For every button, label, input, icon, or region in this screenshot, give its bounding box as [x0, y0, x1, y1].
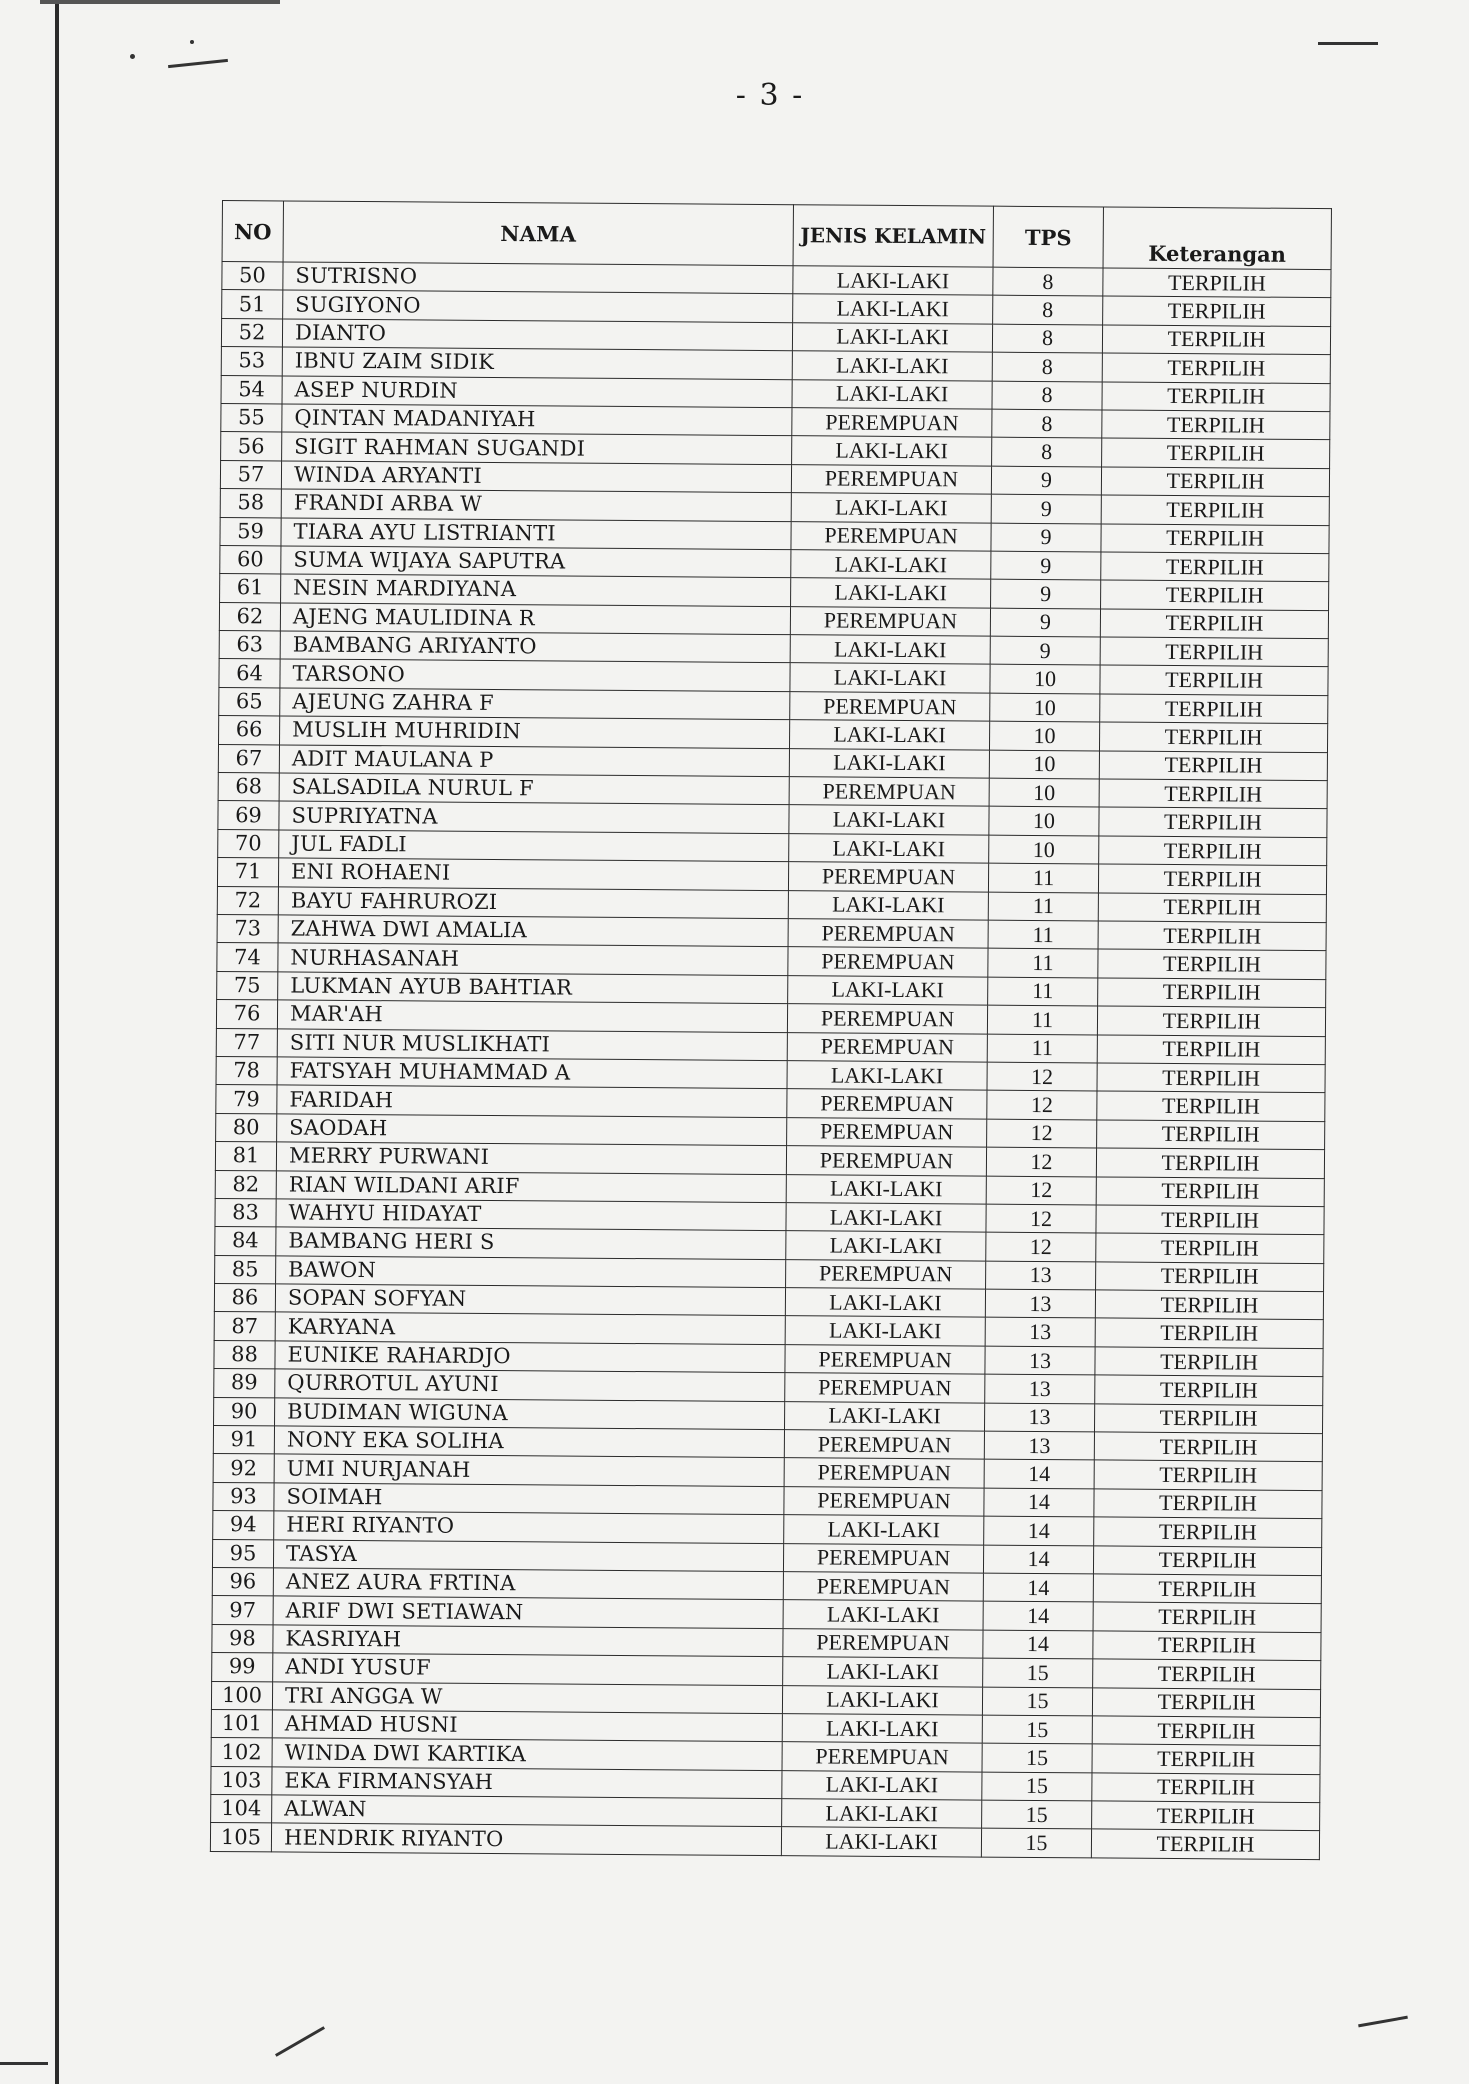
row-no: 87: [214, 1312, 275, 1341]
row-nama: TARSONO: [280, 659, 790, 691]
scan-mark: [275, 2026, 325, 2057]
row-nama: NONY EKA SOLIHA: [274, 1426, 784, 1458]
top-edge-line: [40, 0, 280, 4]
row-jenis-kelamin: LAKI-LAKI: [790, 663, 990, 693]
row-jenis-kelamin: LAKI-LAKI: [786, 1174, 986, 1204]
header-nama: NAMA: [283, 201, 793, 266]
row-jenis-kelamin: LAKI-LAKI: [788, 975, 988, 1005]
row-tps: 8: [992, 437, 1102, 466]
row-keterangan: TERPILIH: [1093, 1659, 1321, 1689]
row-jenis-kelamin: LAKI-LAKI: [792, 351, 992, 381]
row-no: 69: [218, 801, 279, 830]
row-keterangan: TERPILIH: [1091, 1829, 1319, 1859]
row-keterangan: TERPILIH: [1094, 1489, 1322, 1519]
row-no: 98: [212, 1624, 273, 1653]
row-tps: 10: [989, 807, 1099, 836]
row-no: 67: [218, 744, 279, 773]
scan-mark: [1318, 42, 1378, 45]
row-jenis-kelamin: LAKI-LAKI: [781, 1827, 981, 1857]
row-no: 68: [218, 773, 279, 802]
row-tps: 10: [989, 778, 1099, 807]
row-jenis-kelamin: PEREMPUAN: [784, 1486, 984, 1516]
row-nama: AHMAD HUSNI: [272, 1710, 782, 1742]
row-tps: 10: [989, 721, 1099, 750]
scan-mark: [1358, 2016, 1408, 2028]
row-keterangan: TERPILIH: [1097, 1091, 1325, 1121]
row-keterangan: TERPILIH: [1094, 1404, 1322, 1434]
row-tps: 10: [989, 750, 1099, 779]
row-jenis-kelamin: LAKI-LAKI: [783, 1600, 983, 1630]
row-jenis-kelamin: LAKI-LAKI: [791, 578, 991, 608]
row-nama: ADIT MAULANA P: [279, 745, 789, 777]
row-keterangan: TERPILIH: [1097, 1120, 1325, 1150]
row-tps: 11: [988, 920, 1098, 949]
row-keterangan: TERPILIH: [1093, 1631, 1321, 1661]
row-jenis-kelamin: LAKI-LAKI: [785, 1401, 985, 1431]
row-nama: ASEP NURDIN: [282, 376, 792, 408]
row-jenis-kelamin: LAKI-LAKI: [787, 1061, 987, 1091]
row-nama: HENDRIK RIYANTO: [271, 1823, 781, 1855]
row-nama: SOPAN SOFYAN: [275, 1284, 785, 1316]
row-keterangan: TERPILIH: [1097, 1006, 1325, 1036]
row-tps: 15: [982, 1800, 1092, 1829]
row-nama: SUGIYONO: [283, 290, 793, 322]
row-keterangan: TERPILIH: [1098, 978, 1326, 1008]
row-jenis-kelamin: PEREMPUAN: [786, 1259, 986, 1289]
row-nama: BAYU FAHRUROZI: [278, 887, 788, 919]
row-tps: 12: [987, 1119, 1097, 1148]
row-tps: 15: [982, 1687, 1092, 1716]
row-nama: ENI ROHAENI: [278, 858, 788, 890]
row-nama: FARIDAH: [277, 1085, 787, 1117]
row-tps: 11: [988, 863, 1098, 892]
row-jenis-kelamin: PEREMPUAN: [786, 1146, 986, 1176]
row-keterangan: TERPILIH: [1096, 1233, 1324, 1263]
row-tps: 11: [988, 977, 1098, 1006]
row-jenis-kelamin: LAKI-LAKI: [782, 1770, 982, 1800]
row-keterangan: TERPILIH: [1103, 296, 1331, 326]
row-nama: RIAN WILDANI ARIF: [276, 1170, 786, 1202]
row-jenis-kelamin: PEREMPUAN: [782, 1742, 982, 1772]
row-keterangan: TERPILIH: [1092, 1744, 1320, 1774]
row-jenis-kelamin: PEREMPUAN: [783, 1543, 983, 1573]
row-jenis-kelamin: PEREMPUAN: [790, 692, 990, 722]
row-tps: 13: [984, 1403, 1094, 1432]
row-no: 62: [219, 602, 280, 631]
row-nama: SUTRISNO: [283, 262, 793, 294]
row-no: 105: [210, 1823, 271, 1852]
row-keterangan: TERPILIH: [1096, 1205, 1324, 1235]
row-keterangan: TERPILIH: [1102, 382, 1330, 412]
row-nama: ALWAN: [272, 1795, 782, 1827]
row-keterangan: TERPILIH: [1098, 949, 1326, 979]
row-no: 89: [214, 1369, 275, 1398]
row-tps: 9: [991, 466, 1101, 495]
table-header-row: [222, 201, 1331, 270]
row-nama: ARIF DWI SETIAWAN: [273, 1596, 783, 1628]
row-tps: 11: [987, 1034, 1097, 1063]
row-no: 91: [213, 1425, 274, 1454]
row-jenis-kelamin: PEREMPUAN: [784, 1430, 984, 1460]
row-keterangan: TERPILIH: [1094, 1432, 1322, 1462]
row-keterangan: TERPILIH: [1101, 523, 1329, 553]
row-tps: 13: [984, 1431, 1094, 1460]
row-tps: 9: [991, 551, 1101, 580]
row-jenis-kelamin: LAKI-LAKI: [786, 1231, 986, 1261]
header-tps: TPS: [993, 206, 1103, 268]
row-jenis-kelamin: LAKI-LAKI: [788, 890, 988, 920]
row-keterangan: TERPILIH: [1096, 1262, 1324, 1292]
row-jenis-kelamin: LAKI-LAKI: [790, 635, 990, 665]
row-keterangan: TERPILIH: [1099, 779, 1327, 809]
row-jenis-kelamin: PEREMPUAN: [787, 1117, 987, 1147]
row-no: 58: [220, 489, 281, 518]
row-jenis-kelamin: LAKI-LAKI: [793, 266, 993, 296]
row-tps: 14: [983, 1601, 1093, 1630]
row-nama: TASYA: [273, 1539, 783, 1571]
scan-mark: [168, 59, 228, 68]
row-keterangan: TERPILIH: [1096, 1176, 1324, 1206]
row-no: 80: [216, 1113, 277, 1142]
row-tps: 13: [985, 1289, 1095, 1318]
row-tps: 11: [988, 892, 1098, 921]
row-nama: FRANDI ARBA W: [281, 489, 791, 521]
row-nama: KASRIYAH: [273, 1625, 783, 1657]
row-tps: 12: [986, 1176, 1096, 1205]
row-jenis-kelamin: LAKI-LAKI: [793, 294, 993, 324]
row-keterangan: TERPILIH: [1098, 864, 1326, 894]
row-jenis-kelamin: LAKI-LAKI: [782, 1799, 982, 1829]
row-jenis-kelamin: PEREMPUAN: [791, 521, 991, 551]
row-jenis-kelamin: LAKI-LAKI: [791, 493, 991, 523]
row-tps: 15: [982, 1715, 1092, 1744]
row-no: 74: [217, 943, 278, 972]
row-no: 77: [216, 1028, 277, 1057]
row-no: 79: [216, 1085, 277, 1114]
row-jenis-kelamin: PEREMPUAN: [790, 606, 990, 636]
row-keterangan: TERPILIH: [1099, 751, 1327, 781]
row-no: 92: [213, 1454, 274, 1483]
row-tps: 8: [992, 381, 1102, 410]
row-tps: 15: [982, 1743, 1092, 1772]
row-keterangan: TERPILIH: [1094, 1517, 1322, 1547]
row-tps: 12: [987, 1062, 1097, 1091]
row-jenis-kelamin: LAKI-LAKI: [785, 1288, 985, 1318]
row-nama: WINDA DWI KARTIKA: [272, 1738, 782, 1770]
row-jenis-kelamin: LAKI-LAKI: [789, 833, 989, 863]
row-no: 94: [213, 1511, 274, 1540]
row-nama: HERI RIYANTO: [274, 1511, 784, 1543]
row-jenis-kelamin: PEREMPUAN: [783, 1628, 983, 1658]
row-nama: BUDIMAN WIGUNA: [275, 1398, 785, 1430]
row-nama: MAR'AH: [277, 1000, 787, 1032]
row-jenis-kelamin: PEREMPUAN: [787, 1089, 987, 1119]
row-nama: NESIN MARDIYANA: [281, 574, 791, 606]
row-nama: BAMBANG ARIYANTO: [280, 631, 790, 663]
row-tps: 14: [983, 1545, 1093, 1574]
row-nama: MERRY PURWANI: [276, 1142, 786, 1174]
row-keterangan: TERPILIH: [1099, 836, 1327, 866]
row-jenis-kelamin: LAKI-LAKI: [792, 379, 992, 409]
row-tps: 8: [993, 267, 1103, 296]
row-no: 54: [221, 375, 282, 404]
page-edge-shadow: [55, 0, 59, 2084]
row-nama: LUKMAN AYUB BAHTIAR: [278, 972, 788, 1004]
row-nama: EUNIKE RAHARDJO: [275, 1341, 785, 1373]
row-nama: QINTAN MADANIYAH: [282, 404, 792, 436]
row-keterangan: TERPILIH: [1093, 1546, 1321, 1576]
row-no: 75: [217, 971, 278, 1000]
row-jenis-kelamin: PEREMPUAN: [787, 1004, 987, 1034]
row-no: 57: [220, 460, 281, 489]
row-no: 52: [221, 318, 282, 347]
row-tps: 8: [992, 352, 1102, 381]
row-tps: 12: [986, 1232, 1096, 1261]
row-tps: 14: [983, 1573, 1093, 1602]
row-no: 70: [218, 829, 279, 858]
candidate-table: [210, 200, 1332, 1860]
row-keterangan: TERPILIH: [1101, 495, 1329, 525]
row-no: 90: [214, 1397, 275, 1426]
row-keterangan: TERPILIH: [1101, 467, 1329, 497]
row-keterangan: TERPILIH: [1092, 1773, 1320, 1803]
row-nama: BAWON: [276, 1256, 786, 1288]
row-no: 51: [222, 290, 283, 319]
row-nama: ZAHWA DWI AMALIA: [278, 915, 788, 947]
row-tps: 8: [992, 324, 1102, 353]
row-no: 65: [219, 687, 280, 716]
row-no: 61: [220, 574, 281, 603]
row-keterangan: TERPILIH: [1102, 325, 1330, 355]
page-number: - 3 -: [735, 78, 805, 113]
row-no: 60: [220, 545, 281, 574]
row-nama: SAODAH: [277, 1114, 787, 1146]
row-keterangan: TERPILIH: [1101, 580, 1329, 610]
row-keterangan: TERPILIH: [1102, 353, 1330, 383]
row-tps: 15: [982, 1772, 1092, 1801]
row-jenis-kelamin: PEREMPUAN: [783, 1572, 983, 1602]
row-no: 55: [221, 403, 282, 432]
row-keterangan: TERPILIH: [1095, 1290, 1323, 1320]
header-keterangan: Keterangan: [1103, 207, 1331, 270]
row-jenis-kelamin: LAKI-LAKI: [792, 322, 992, 352]
row-keterangan: TERPILIH: [1093, 1602, 1321, 1632]
row-tps: 9: [990, 636, 1100, 665]
row-keterangan: TERPILIH: [1095, 1375, 1323, 1405]
header-jenis-kelamin: JENIS KELAMIN: [793, 205, 993, 267]
row-nama: KARYANA: [275, 1312, 785, 1344]
row-keterangan: TERPILIH: [1097, 1034, 1325, 1064]
row-tps: 11: [987, 1005, 1097, 1034]
row-no: 103: [211, 1766, 272, 1795]
row-no: 99: [212, 1653, 273, 1682]
row-tps: 12: [986, 1147, 1096, 1176]
row-tps: 8: [993, 296, 1103, 325]
row-nama: WINDA ARYANTI: [281, 461, 791, 493]
row-tps: 15: [983, 1658, 1093, 1687]
row-keterangan: TERPILIH: [1098, 921, 1326, 951]
scan-mark: [190, 40, 194, 44]
row-no: 86: [214, 1284, 275, 1313]
row-nama: TIARA AYU LISTRIANTI: [281, 517, 791, 549]
row-no: 82: [215, 1170, 276, 1199]
row-jenis-kelamin: PEREMPUAN: [788, 862, 988, 892]
row-jenis-kelamin: PEREMPUAN: [785, 1373, 985, 1403]
row-nama: UMI NURJANAH: [274, 1454, 784, 1486]
row-keterangan: TERPILIH: [1100, 637, 1328, 667]
row-keterangan: TERPILIH: [1101, 552, 1329, 582]
row-nama: AJEUNG ZAHRA F: [280, 688, 790, 720]
row-tps: 9: [991, 494, 1101, 523]
row-nama: DIANTO: [282, 319, 792, 351]
row-nama: NURHASANAH: [278, 943, 788, 975]
row-jenis-kelamin: LAKI-LAKI: [786, 1203, 986, 1233]
row-tps: 13: [985, 1346, 1095, 1375]
row-no: 71: [217, 858, 278, 887]
row-tps: 13: [985, 1374, 1095, 1403]
row-jenis-kelamin: PEREMPUAN: [789, 777, 989, 807]
row-jenis-kelamin: PEREMPUAN: [787, 1032, 987, 1062]
row-no: 63: [219, 631, 280, 660]
row-jenis-kelamin: PEREMPUAN: [792, 408, 992, 438]
row-tps: 11: [988, 949, 1098, 978]
row-nama: JUL FADLI: [279, 830, 789, 862]
row-jenis-kelamin: PEREMPUAN: [784, 1458, 984, 1488]
row-keterangan: TERPILIH: [1100, 609, 1328, 639]
scan-mark: [130, 54, 135, 59]
row-no: 84: [215, 1227, 276, 1256]
row-tps: 14: [984, 1516, 1094, 1545]
row-jenis-kelamin: LAKI-LAKI: [789, 748, 989, 778]
row-nama: ANEZ AURA FRTINA: [273, 1568, 783, 1600]
row-no: 56: [221, 432, 282, 461]
row-no: 95: [212, 1539, 273, 1568]
row-no: 100: [211, 1681, 272, 1710]
row-no: 96: [212, 1567, 273, 1596]
row-keterangan: TERPILIH: [1099, 722, 1327, 752]
row-tps: 9: [991, 579, 1101, 608]
row-tps: 9: [990, 608, 1100, 637]
row-no: 85: [215, 1255, 276, 1284]
row-tps: 15: [981, 1829, 1091, 1858]
row-tps: 13: [985, 1318, 1095, 1347]
row-tps: 12: [987, 1090, 1097, 1119]
row-nama: AJENG MAULIDINA R: [280, 603, 790, 635]
row-keterangan: TERPILIH: [1103, 268, 1331, 298]
scan-mark: [0, 2062, 48, 2065]
row-tps: 10: [989, 835, 1099, 864]
row-nama: IBNU ZAIM SIDIK: [282, 347, 792, 379]
row-keterangan: TERPILIH: [1102, 410, 1330, 440]
row-no: 104: [211, 1795, 272, 1824]
row-no: 78: [216, 1056, 277, 1085]
row-keterangan: TERPILIH: [1092, 1801, 1320, 1831]
row-no: 53: [221, 347, 282, 376]
row-jenis-kelamin: LAKI-LAKI: [784, 1515, 984, 1545]
row-tps: 13: [986, 1261, 1096, 1290]
row-keterangan: TERPILIH: [1094, 1460, 1322, 1490]
row-jenis-kelamin: LAKI-LAKI: [792, 436, 992, 466]
row-no: 81: [215, 1142, 276, 1171]
row-nama: BAMBANG HERI S: [276, 1227, 786, 1259]
row-nama: QURROTUL AYUNI: [275, 1369, 785, 1401]
row-jenis-kelamin: PEREMPUAN: [791, 464, 991, 494]
row-no: 93: [213, 1482, 274, 1511]
header-no: NO: [222, 201, 283, 262]
row-jenis-kelamin: LAKI-LAKI: [789, 720, 989, 750]
row-keterangan: TERPILIH: [1099, 807, 1327, 837]
row-keterangan: TERPILIH: [1095, 1347, 1323, 1377]
row-jenis-kelamin: LAKI-LAKI: [789, 805, 989, 835]
row-no: 64: [219, 659, 280, 688]
row-jenis-kelamin: LAKI-LAKI: [782, 1714, 982, 1744]
row-no: 50: [222, 262, 283, 291]
row-nama: FATSYAH MUHAMMAD A: [277, 1057, 787, 1089]
row-nama: SOIMAH: [274, 1483, 784, 1515]
row-tps: 14: [984, 1460, 1094, 1489]
row-keterangan: TERPILIH: [1102, 438, 1330, 468]
row-no: 76: [216, 1000, 277, 1029]
row-no: 72: [217, 886, 278, 915]
row-jenis-kelamin: PEREMPUAN: [788, 919, 988, 949]
row-jenis-kelamin: LAKI-LAKI: [783, 1657, 983, 1687]
row-nama: EKA FIRMANSYAH: [272, 1767, 782, 1799]
row-keterangan: TERPILIH: [1100, 665, 1328, 695]
row-nama: SITI NUR MUSLIKHATI: [277, 1028, 787, 1060]
row-no: 83: [215, 1198, 276, 1227]
row-jenis-kelamin: PEREMPUAN: [788, 947, 988, 977]
row-keterangan: TERPILIH: [1095, 1318, 1323, 1348]
row-nama: SUPRIYATNA: [279, 801, 789, 833]
row-tps: 9: [991, 523, 1101, 552]
row-tps: 10: [990, 693, 1100, 722]
row-nama: MUSLIH MUHRIDIN: [280, 716, 790, 748]
row-jenis-kelamin: PEREMPUAN: [785, 1345, 985, 1375]
table-body: [210, 262, 1331, 1860]
row-nama: ANDI YUSUF: [273, 1653, 783, 1685]
row-no: 101: [211, 1709, 272, 1738]
row-no: 73: [217, 914, 278, 943]
row-tps: 14: [983, 1630, 1093, 1659]
row-keterangan: TERPILIH: [1092, 1716, 1320, 1746]
row-keterangan: TERPILIH: [1093, 1574, 1321, 1604]
row-nama: SUMA WIJAYA SAPUTRA: [281, 546, 791, 578]
row-no: 88: [214, 1340, 275, 1369]
row-nama: WAHYU HIDAYAT: [276, 1199, 786, 1231]
row-nama: SALSADILA NURUL F: [279, 773, 789, 805]
row-keterangan: TERPILIH: [1097, 1063, 1325, 1093]
row-nama: SIGIT RAHMAN SUGANDI: [282, 432, 792, 464]
row-no: 66: [219, 716, 280, 745]
row-tps: 10: [990, 665, 1100, 694]
row-keterangan: TERPILIH: [1096, 1148, 1324, 1178]
row-no: 97: [212, 1596, 273, 1625]
row-tps: 12: [986, 1204, 1096, 1233]
row-nama: TRI ANGGA W: [272, 1681, 782, 1713]
row-tps: 14: [984, 1488, 1094, 1517]
row-jenis-kelamin: LAKI-LAKI: [782, 1685, 982, 1715]
row-no: 102: [211, 1738, 272, 1767]
row-jenis-kelamin: LAKI-LAKI: [791, 550, 991, 580]
row-keterangan: TERPILIH: [1098, 893, 1326, 923]
row-keterangan: TERPILIH: [1100, 694, 1328, 724]
row-jenis-kelamin: LAKI-LAKI: [785, 1316, 985, 1346]
row-tps: 8: [992, 409, 1102, 438]
row-keterangan: TERPILIH: [1092, 1687, 1320, 1717]
row-no: 59: [220, 517, 281, 546]
